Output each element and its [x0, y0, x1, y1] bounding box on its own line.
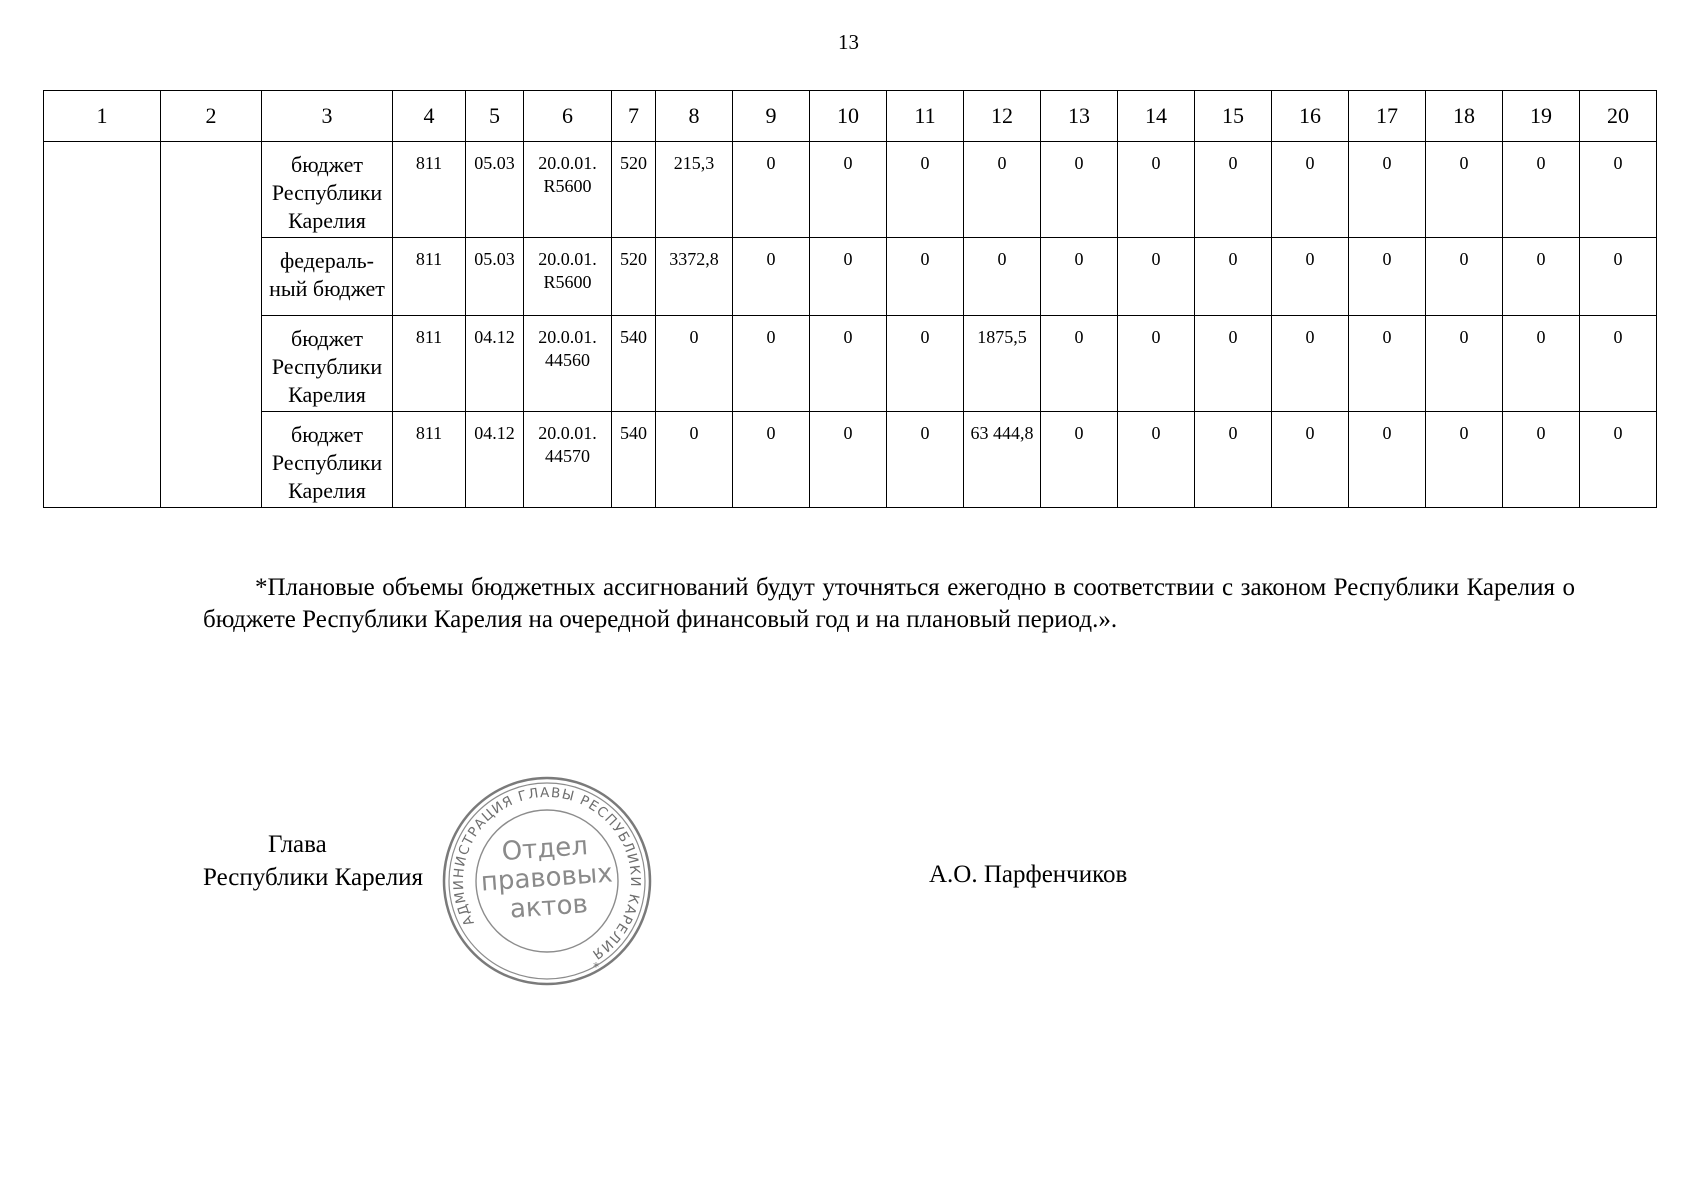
- table-cell: 0: [1118, 142, 1195, 238]
- table-cell: 0: [810, 238, 887, 316]
- table-cell: 05.03: [466, 238, 524, 316]
- table-cell: 0: [1503, 238, 1580, 316]
- column-header: 19: [1503, 91, 1580, 142]
- table-cell: 0: [887, 238, 964, 316]
- footnote: *Плановые объемы бюджетных ассигнований будут уточняться ежегодно в соответствии с законом Республики Карелия о бюджете Республики Карелия на очередной финансовый год и на плановый период.».: [203, 574, 1575, 633]
- table-cell: 0: [1503, 412, 1580, 508]
- table-cell: 215,3: [656, 142, 733, 238]
- table-cell: 0: [1195, 412, 1272, 508]
- table-cell: 0: [1272, 238, 1349, 316]
- column-header: 1: [44, 91, 161, 142]
- column-header: 3: [262, 91, 393, 142]
- column-header: 17: [1349, 91, 1426, 142]
- table-cell: 0: [964, 142, 1041, 238]
- table-cell: 811: [393, 238, 466, 316]
- signatory-title-line1: Глава: [268, 831, 327, 858]
- column-header: 5: [466, 91, 524, 142]
- stamp-ring-text: АДМИНИСТРАЦИЯ ГЛАВЫ РЕСПУБЛИКИ КАРЕЛИЯ: [450, 784, 644, 963]
- table-cell: 0: [1580, 316, 1657, 412]
- funding-source-cell: бюджет Республики Карелия: [262, 412, 393, 508]
- table-cell: 0: [1349, 238, 1426, 316]
- table-cell: 0: [1272, 142, 1349, 238]
- table-cell: 0: [656, 316, 733, 412]
- table-cell: 0: [1503, 316, 1580, 412]
- table-cell: 0: [1118, 238, 1195, 316]
- column-header: 20: [1580, 91, 1657, 142]
- table-header-row: [44, 91, 1657, 142]
- table-cell-col1: [44, 142, 161, 508]
- column-header: 15: [1195, 91, 1272, 142]
- table-cell: 0: [1580, 238, 1657, 316]
- table-cell: 0: [1118, 412, 1195, 508]
- table-cell: 0: [1580, 412, 1657, 508]
- table-cell-col2: [161, 142, 262, 508]
- table-cell: 20.0.01. R5600: [524, 238, 612, 316]
- column-header: 16: [1272, 91, 1349, 142]
- column-header: 7: [612, 91, 656, 142]
- signatory-name: А.О. Парфенчиков: [929, 861, 1128, 888]
- stamp-center-line2: правовых: [479, 858, 614, 898]
- budget-table: [43, 90, 1657, 508]
- table-cell: 0: [1503, 142, 1580, 238]
- table-row: [44, 316, 1657, 412]
- table-cell: 20.0.01. 44560: [524, 316, 612, 412]
- table-cell: 0: [1041, 238, 1118, 316]
- table-cell: 0: [1349, 316, 1426, 412]
- column-header: 9: [733, 91, 810, 142]
- table-cell: 0: [810, 316, 887, 412]
- table-cell: 0: [733, 412, 810, 508]
- table-cell: 0: [1272, 412, 1349, 508]
- official-stamp-seal: [441, 775, 653, 987]
- table-cell: 0: [1426, 142, 1503, 238]
- table-cell: 0: [887, 316, 964, 412]
- table-cell: 0: [1580, 142, 1657, 238]
- table-cell: 0: [1426, 412, 1503, 508]
- table-cell: 0: [1195, 316, 1272, 412]
- table-cell: 0: [1195, 142, 1272, 238]
- table-cell: 0: [733, 316, 810, 412]
- table-cell: 0: [1041, 316, 1118, 412]
- table-cell: 63 444,8: [964, 412, 1041, 508]
- table-cell: 0: [810, 412, 887, 508]
- table-cell: 0: [1272, 316, 1349, 412]
- table-cell: 0: [1349, 412, 1426, 508]
- table-cell: 0: [1041, 412, 1118, 508]
- column-header: 14: [1118, 91, 1195, 142]
- page-number: 13: [838, 30, 859, 54]
- table-row: [44, 142, 1657, 238]
- stamp-star-mark: *: [593, 960, 599, 974]
- table-cell: 1875,5: [964, 316, 1041, 412]
- table-cell: 0: [964, 238, 1041, 316]
- funding-source-cell: бюджет Республики Карелия: [262, 316, 393, 412]
- table-cell: 811: [393, 142, 466, 238]
- column-header: 18: [1426, 91, 1503, 142]
- table-cell: 520: [612, 238, 656, 316]
- table-cell: 540: [612, 412, 656, 508]
- table-cell: 0: [1426, 316, 1503, 412]
- funding-source-cell: федераль-ный бюджет: [262, 238, 393, 316]
- table-cell: 0: [887, 142, 964, 238]
- table-cell: 3372,8: [656, 238, 733, 316]
- column-header: 12: [964, 91, 1041, 142]
- table-row: [44, 238, 1657, 316]
- table-cell: 20.0.01. R5600: [524, 142, 612, 238]
- table-cell: 811: [393, 316, 466, 412]
- signatory-title-line2: Республики Карелия: [203, 864, 424, 891]
- table-cell: 0: [733, 142, 810, 238]
- column-header: 13: [1041, 91, 1118, 142]
- table-cell: 20.0.01. 44570: [524, 412, 612, 508]
- table-cell: 520: [612, 142, 656, 238]
- funding-source-cell: бюджет Республики Карелия: [262, 142, 393, 238]
- table-cell: 04.12: [466, 412, 524, 508]
- column-header: 6: [524, 91, 612, 142]
- signatory-title: [203, 828, 463, 894]
- table-cell: 0: [1349, 142, 1426, 238]
- column-header: 2: [161, 91, 262, 142]
- table-cell: 540: [612, 316, 656, 412]
- table-cell: 0: [1195, 238, 1272, 316]
- table-cell: 0: [656, 412, 733, 508]
- column-header: 11: [887, 91, 964, 142]
- table-row: [44, 412, 1657, 508]
- column-header: 4: [393, 91, 466, 142]
- stamp-center-line1: Отдел: [500, 831, 589, 868]
- column-header: 8: [656, 91, 733, 142]
- table-cell: 05.03: [466, 142, 524, 238]
- table-cell: 04.12: [466, 316, 524, 412]
- stamp-center-line3: актов: [508, 889, 589, 925]
- table-cell: 0: [1118, 316, 1195, 412]
- table-cell: 0: [733, 238, 810, 316]
- column-header: 10: [810, 91, 887, 142]
- table-cell: 0: [1426, 238, 1503, 316]
- table-cell: 0: [1041, 142, 1118, 238]
- table-cell: 811: [393, 412, 466, 508]
- table-cell: 0: [887, 412, 964, 508]
- table-cell: 0: [810, 142, 887, 238]
